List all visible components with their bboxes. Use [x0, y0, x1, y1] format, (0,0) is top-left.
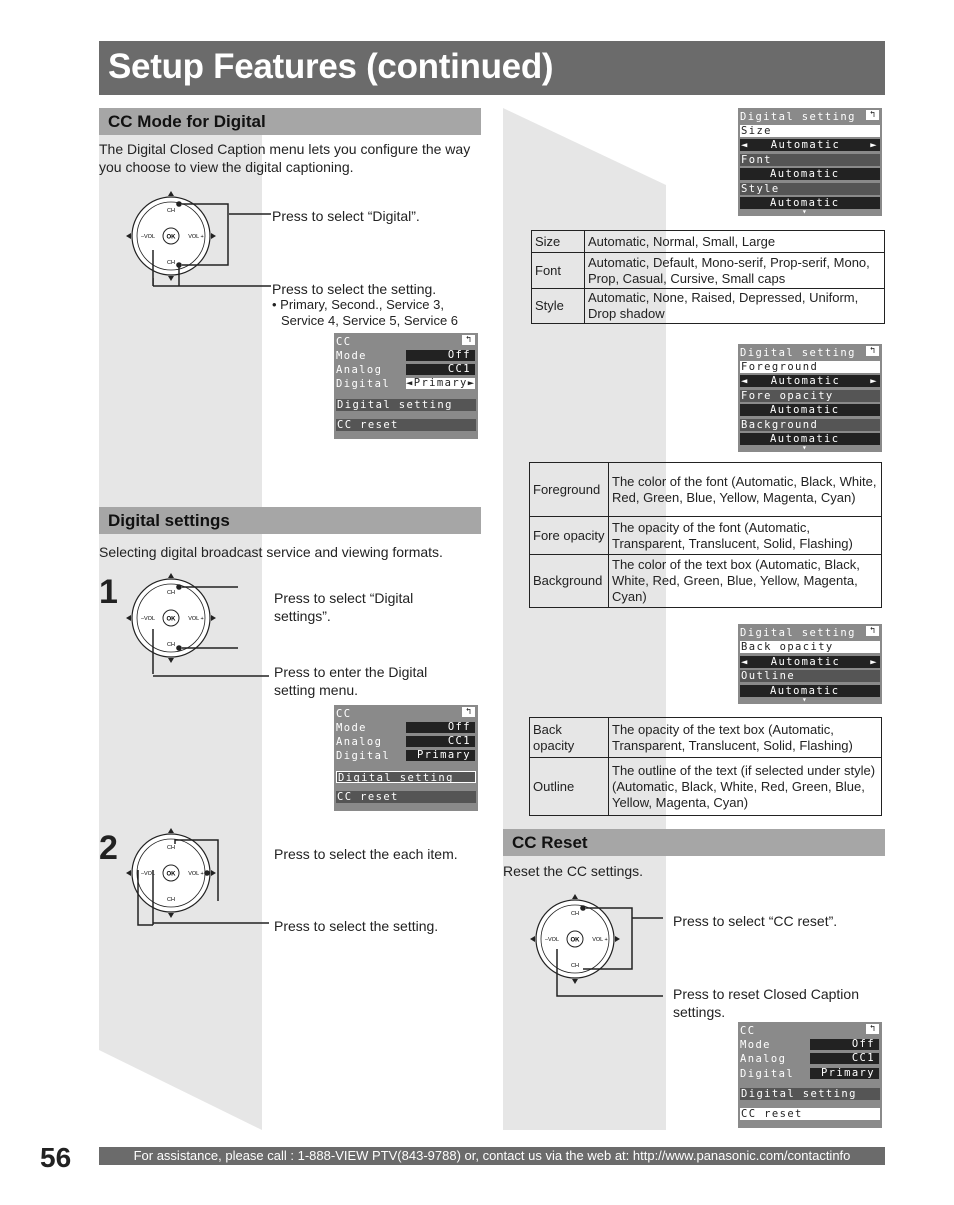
footer-bar	[99, 1147, 885, 1165]
step-select-digital: Press to select “Digital”.	[272, 208, 420, 224]
table-row: Style Automatic, None, Raised, Depressed, Uniform, Drop shadow	[532, 289, 885, 324]
svg-text:CH: CH	[167, 897, 175, 903]
table-foreground	[529, 462, 882, 608]
svg-text:–VOL: –VOL	[140, 616, 156, 622]
osd-cc-menu: CC ↰ Mode Off Analog CC1 Digital Primary Digital setting CC reset	[738, 1022, 882, 1128]
table-row: Font Automatic, Default, Mono-serif, Prop-serif, Mono, Prop, Casual, Cursive, Small caps	[532, 253, 885, 289]
svg-text:OK: OK	[166, 616, 176, 623]
svg-text:–VOL: –VOL	[544, 937, 560, 943]
svg-text:–VOL: –VOL	[140, 871, 156, 877]
table-row: Background The color of the text box (Automatic, Black, White, Red, Green, Blue, Yellow, Magenta, Cyan)	[530, 555, 882, 608]
remote-dial	[118, 569, 238, 674]
back-icon: ↰	[866, 1024, 879, 1034]
back-icon: ↰	[462, 707, 475, 717]
osd-cc-reset: CC reset	[740, 1108, 880, 1120]
svg-text:VOL +: VOL +	[592, 937, 608, 943]
section-cc-mode	[99, 108, 481, 135]
step-number-1: 1	[99, 573, 118, 611]
svg-text:CH: CH	[571, 911, 579, 917]
section-heading: Digital settings	[108, 511, 230, 530]
svg-text:CH: CH	[167, 590, 175, 596]
osd-digital-setting-size: Digital setting ↰ Size ◄ Automatic ► Font Automatic Style Automatic ▾	[738, 108, 882, 216]
cc-reset-intro: Reset the CC settings.	[503, 863, 644, 879]
table-row: Size Automatic, Normal, Small, Large	[532, 231, 885, 253]
osd-digital-setting: Digital setting	[336, 399, 476, 411]
osd-digital-value: ◄Primary►	[406, 377, 476, 389]
page-number: 56	[40, 1142, 72, 1173]
svg-text:VOL +: VOL +	[188, 616, 204, 622]
back-icon: ↰	[866, 626, 879, 636]
section-digital-settings	[99, 507, 481, 534]
ch-label: CH	[167, 208, 175, 214]
remote-dial	[521, 890, 681, 1000]
table-size-font-style	[531, 230, 885, 324]
step2-select: Press to select the each item.	[274, 846, 458, 862]
step1-select: Press to select “Digital settings”.	[274, 590, 414, 624]
osd-cc-reset: CC reset	[336, 419, 476, 431]
svg-text:CH: CH	[167, 845, 175, 851]
page-title: Setup Features (continued)	[108, 47, 554, 86]
setting-options-line1: • Primary, Second., Service 3,	[272, 297, 444, 312]
cc-mode-intro: The Digital Closed Caption menu lets you configure the way you choose to view the digital captioning.	[99, 141, 471, 175]
osd-analog-value: CC1	[406, 364, 475, 375]
section-heading: CC Mode for Digital	[108, 112, 266, 131]
table-row: Foreground The color of the font (Automatic, Black, White, Red, Green, Blue, Yellow, Magenta, Cyan)	[530, 463, 882, 517]
osd-mode-label: Mode	[336, 350, 367, 362]
osd-digital-setting-foreground: Digital setting ↰ Foreground ◄ Automatic ► Fore opacity Automatic Background Automatic ▾	[738, 344, 882, 452]
section-cc-reset	[503, 829, 885, 856]
osd-analog-label: Analog	[336, 364, 383, 376]
osd-mode-value: Off	[406, 350, 475, 361]
svg-text:OK: OK	[570, 937, 580, 944]
remote-dial	[118, 185, 238, 290]
table-row: Outline The outline of the text (if selected under style) (Automatic, Black, White, Red, Green, Blue, Yellow, Magenta, Cyan)	[530, 758, 882, 816]
osd-cc-menu: CC ↰ Mode Off Analog CC1 Digital Primary Digital setting CC reset	[334, 705, 478, 811]
osd-digital-setting: Digital setting	[336, 771, 476, 783]
ok-label: OK	[166, 234, 176, 241]
table-row: Fore opacity The opacity of the font (Automatic, Transparent, Translucent, Solid, Flashing)	[530, 517, 882, 555]
osd-cc-menu	[334, 333, 478, 439]
svg-text:CH: CH	[167, 642, 175, 648]
step1-enter: Press to enter the Digital setting menu.	[274, 664, 428, 698]
step2-setting: Press to select the setting.	[274, 918, 439, 934]
step-number-2: 2	[99, 829, 118, 867]
assistance-text: For assistance, please call : 1-888-VIEW PTV(843-9788) or, contact us via the web at: http://www.panasonic.com/contactinfo	[133, 1148, 851, 1163]
osd-digital-label: Digital	[336, 378, 391, 390]
digital-settings-intro: Selecting digital broadcast service and viewing formats.	[99, 544, 443, 560]
vol-plus-label: VOL +	[188, 234, 204, 240]
osd-title: CC	[336, 336, 352, 348]
svg-text:OK: OK	[166, 871, 176, 878]
vol-minus-label: –VOL	[140, 234, 156, 240]
svg-text:VOL +: VOL +	[188, 871, 204, 877]
ch-label: CH	[167, 260, 175, 266]
remote-dial	[118, 826, 238, 931]
section-heading: CC Reset	[512, 833, 588, 852]
back-icon: ↰	[866, 346, 879, 356]
osd-digital-setting-back-opacity: Digital setting ↰ Back opacity ◄ Automatic ► Outline Automatic ▾	[738, 624, 882, 704]
table-back-opacity	[529, 717, 882, 816]
svg-text:CH: CH	[571, 963, 579, 969]
step-reset-cc: Press to reset Closed Caption settings.	[673, 986, 859, 1020]
osd-size-value: ◄ Automatic ►	[741, 139, 878, 151]
back-icon: ↰	[462, 335, 475, 345]
step-select-cc-reset: Press to select “CC reset”.	[673, 913, 838, 929]
setting-options-line2: Service 4, Service 5, Service 6	[281, 313, 459, 328]
table-row: Back opacity The opacity of the text box (Automatic, Transparent, Translucent, Solid, Flashing)	[530, 718, 882, 758]
back-icon: ↰	[866, 110, 879, 120]
step-select-setting: Press to select the setting.	[272, 281, 437, 297]
